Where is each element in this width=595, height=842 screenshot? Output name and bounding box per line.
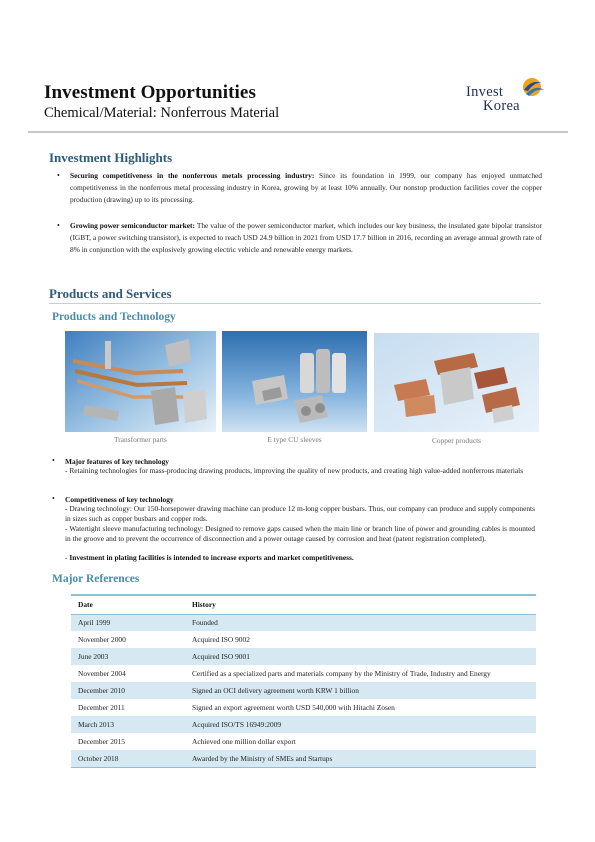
invest-korea-logo [466,76,550,118]
caption-cu-sleeves: E type CU sleeves [267,435,322,444]
features-heading-key: Major features of key technology [65,457,169,466]
highlight-item-title: Growing power semiconductor market: [70,221,195,230]
section-divider [49,303,541,304]
subheading-products-technology: Products and Technology [52,311,176,323]
table-row [71,750,536,767]
highlight-item [70,170,542,207]
table-row [71,682,536,699]
bullet-glyph: • [57,221,60,230]
cell-history: Awarded by the Ministry of SMEs and Startups [185,750,536,767]
highlight-item [70,220,542,257]
cu-sleeves-image [222,331,367,432]
cell-history: Acquired ISO 9002 [185,631,536,648]
photo-transformer-parts [65,331,216,432]
references-table [71,594,536,768]
dash-glyph: - [65,466,68,475]
highlight-item-text: The value of the power semiconductor market, which includes our key business, the insulated gate bipolar transistor (IGBT, a power switching transistor), is expected to reach USD 24.9 billion in 2021 from USD 17.7 billion in 2016, recording an average annual growth rate of 8% in conjunction with the explosively growing electric vehicle and renewable energy markets. [70,221,542,255]
caption-copper-products: Copper products [431,436,482,445]
cell-date: June 2003 [71,648,185,665]
feature-item [65,553,535,563]
table-row [71,716,536,733]
section-heading-products-services: Products and Services [49,286,172,301]
feature-item [65,524,535,545]
bullet-glyph: • [52,494,55,503]
document-subtitle: Chemical/Material: Nonferrous Material [44,105,280,121]
subheading-major-references: Major References [52,573,140,585]
cell-date: April 1999 [71,614,185,631]
table-row [71,699,536,716]
section-heading-investment-highlights: Investment Highlights [49,150,173,165]
cell-date: November 2000 [71,631,185,648]
cell-date: November 2004 [71,665,185,682]
cell-history: Founded [185,614,536,631]
cell-history: Signed an OCI delivery agreement worth KRW 1 billion [185,682,536,699]
feature-item-text: Investment in plating facilities is intended to increase exports and market competitiveness. [69,553,354,562]
logo-text-korea: Korea [483,98,520,114]
highlight-item-text: Since its foundation in 1999, our company has enjoyed unmatched competitiveness in the nonferrous metal processing industry in Korea, growing by at least 10% annually. Our nonstop production facilities cover the copper production (drawing) up to its processing. [70,171,543,205]
cell-date: December 2010 [71,682,185,699]
cell-date: October 2018 [71,750,185,767]
table-row [71,733,536,750]
cell-history: Acquired ISO/TS 16949:2009 [185,716,536,733]
features-heading-competitiveness: Competitiveness of key technology [65,495,174,504]
caption-transformer-parts: Transformer parts [114,435,167,444]
dash-glyph: - [65,553,68,562]
cell-date: December 2011 [71,699,185,716]
table-row [71,631,536,648]
cell-history: Certified as a specialized parts and materials company by the Ministry of Trade, Industry and Energy [185,665,536,682]
feature-item-text: Retaining technologies for mass-producing drawing products, improving the quality of new products, and creating high value-added nonferrous materials [69,466,524,475]
transformer-parts-image [65,331,216,432]
table-header-row [71,595,536,614]
dash-glyph: - [65,504,68,513]
feature-item-text: Drawing technology: Our 150-horsepower drawing machine can produce 12 m-long copper busbars. Thus, our company can produce and supply components in sizes such as copper busbars and copper rods. [65,504,535,524]
bullet-glyph: • [52,456,55,465]
table-row [71,665,536,682]
copper-products-image [374,333,539,432]
feature-item-text: Watertight sleeve manufacturing technology: Designed to remove gaps caused when the main line or branch line of power and grounding cables is mounted in the groove and to prevent the occurrence of disconnection and a power outage caused by corrosion and heat (patent registration completed). [65,524,535,544]
cell-history: Achieved one million dollar export [185,733,536,750]
photo-copper-products [374,333,539,432]
document-title: Investment Opportunities [44,82,256,103]
cell-history: Acquired ISO 9001 [185,648,536,665]
table-row [71,614,536,631]
cell-history: Signed an export agreement worth USD 540,000 with Hitachi Zosen [185,699,536,716]
feature-item [65,504,535,525]
photo-e-type-cu-sleeves [222,331,367,432]
column-header-date: Date [71,595,185,614]
cell-date: March 2013 [71,716,185,733]
logo-text-invest: Invest [466,84,504,100]
feature-item [65,466,535,476]
cell-date: December 2015 [71,733,185,750]
highlight-item-title: Securing competitiveness in the nonferrous metals processing industry: [70,171,315,180]
column-header-history: History [185,595,536,614]
bullet-glyph: • [57,171,60,180]
dash-glyph: - [65,524,68,533]
table-row [71,648,536,665]
header-divider [28,131,568,133]
